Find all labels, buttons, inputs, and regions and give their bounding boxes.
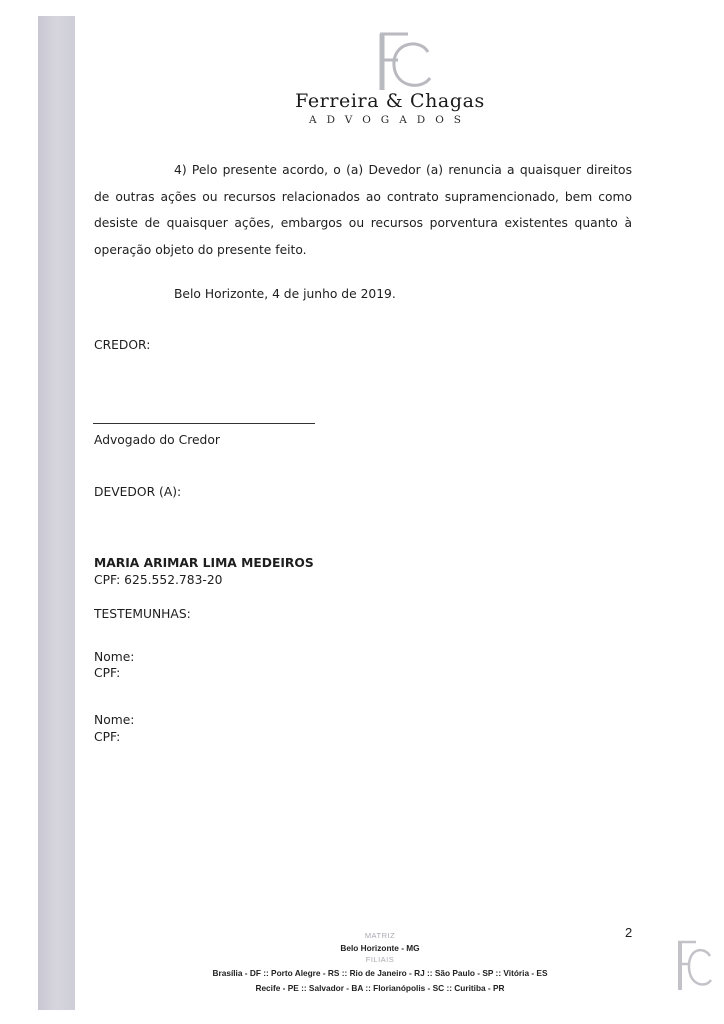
signature-line — [93, 423, 315, 424]
place-date: Belo Horizonte, 4 de junho de 2019. — [174, 287, 396, 301]
footer-hq-city: Belo Horizonte - MG — [340, 943, 420, 953]
footer-branches-line1: Brasília - DF :: Porto Alegre - RS :: Rio de Janeiro - RJ :: São Paulo - SP :: Vitória - ES — [212, 968, 548, 978]
firm-monogram-logo — [368, 30, 438, 94]
firm-subtitle: ADVOGADOS — [308, 114, 471, 126]
debtor-cpf: CPF: 625.552.783-20 — [94, 573, 223, 587]
witness2-cpf: CPF: — [94, 730, 121, 744]
creditor-label: CREDOR: — [94, 338, 151, 352]
debtor-name: MARIA ARIMAR LIMA MEDEIROS — [94, 556, 314, 570]
footer-hq-label: MATRIZ — [364, 931, 396, 940]
debtor-label: DEVEDOR (A): — [94, 485, 182, 499]
clause-paragraph — [94, 157, 632, 263]
side-stripe — [38, 16, 75, 1010]
footer-monogram-logo — [672, 938, 714, 994]
creditor-lawyer-label: Advogado do Credor — [94, 433, 220, 447]
footer-branches-line2: Recife - PE :: Salvador - BA :: Florianópolis - SC :: Curitiba - PR — [255, 983, 505, 993]
page-number: 2 — [625, 925, 633, 940]
footer-branches-label: FILIAIS — [365, 955, 395, 964]
witness1-cpf: CPF: — [94, 666, 121, 680]
witnesses-label: TESTEMUNHAS: — [94, 607, 191, 621]
witness1-name: Nome: — [94, 650, 135, 664]
firm-name: Ferreira & Chagas — [295, 90, 485, 112]
witness2-name: Nome: — [94, 713, 135, 727]
clause-text: 4) Pelo presente acordo, o (a) Devedor (a) renuncia a quaisquer direitos de outras ações ou recursos relacionados ao contrato supramencionado, bem como desiste de quaisquer ações, embargos ou recursos porventura existentes quanto à operação objeto do presente feito. — [94, 163, 632, 257]
